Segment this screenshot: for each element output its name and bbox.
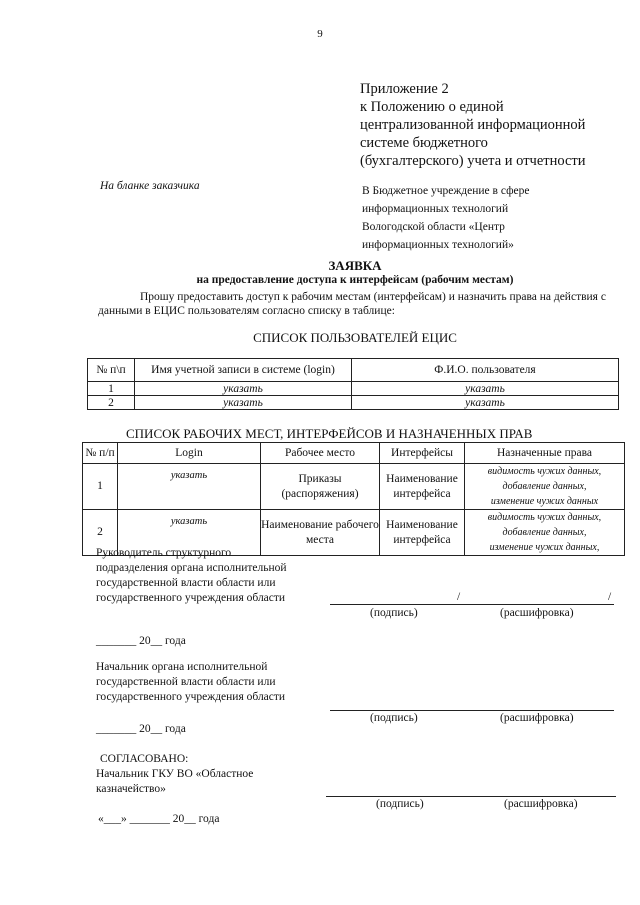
signer-title-line: Начальник ГКУ ВО «Областное — [96, 768, 254, 780]
signer-title-line: казначейство» — [96, 783, 166, 795]
slash-separator: / — [608, 591, 612, 603]
request-title: ЗАЯВКА — [328, 258, 382, 273]
table-cell: 2 — [83, 510, 118, 556]
signer-title-line: подразделения органа исполнительной — [96, 562, 287, 574]
slash-separator: / — [457, 591, 461, 603]
appendix-heading — [360, 80, 586, 170]
table-cell: Наименование интерфейса — [380, 510, 465, 556]
table-row — [83, 464, 625, 510]
table-cell: указать — [135, 396, 352, 410]
column-header: Имя учетной записи в системе (login) — [135, 359, 352, 382]
table-cell: Приказы (распоряжения) — [261, 464, 380, 510]
date-line: _______ 20__ года — [96, 723, 186, 735]
table-row — [88, 396, 619, 410]
table-cell: указать — [118, 510, 261, 556]
table-cell: 1 — [83, 464, 118, 510]
rights-cell — [465, 464, 625, 510]
signer-title-line: Руководитель структурного — [96, 547, 232, 559]
column-header: № п\п — [88, 359, 135, 382]
signature-block-director — [96, 660, 285, 705]
workplaces-list-title: СПИСОК РАБОЧИХ МЕСТ, ИНТЕРФЕЙСОВ И НАЗНАЧЕННЫХ ПРАВ — [126, 426, 533, 441]
signer-title-line: государственного учреждения области — [96, 592, 286, 604]
rights-line: видимость чужих данных, — [487, 512, 602, 523]
signer-title-line: государственной власти области или — [96, 676, 276, 688]
appendix-line: Приложение 2 — [360, 81, 449, 97]
addressee-line: информационных технологий» — [362, 239, 514, 251]
addressee-block — [362, 182, 530, 254]
caption-signature: (подпись) — [376, 798, 424, 810]
table-header-row — [88, 359, 619, 382]
rights-line: изменение чужих данных, — [489, 542, 600, 553]
column-header: Ф.И.О. пользователя — [352, 359, 619, 382]
column-header: Интерфейсы — [380, 443, 465, 464]
caption-signature: (подпись) — [370, 712, 418, 724]
request-body: Прошу предоставить доступ к рабочим местам (интерфейсам) и назначить права на действия с данными в ЕЦИС пользователям согласно списку в таблице: — [98, 291, 606, 317]
on-blank-note: На бланке заказчика — [100, 180, 200, 192]
agreed-label: СОГЛАСОВАНО: — [100, 753, 189, 765]
rights-line: видимость чужих данных, — [487, 466, 602, 477]
addressee-line: Вологодской области «Центр — [362, 221, 505, 233]
addressee-line: информационных технологий — [362, 203, 509, 215]
signature-line — [330, 604, 614, 605]
table-cell: Наименование рабочего места — [261, 510, 380, 556]
date-line: _______ 20__ года — [96, 635, 186, 647]
column-header: Рабочее место — [261, 443, 380, 464]
page-number: 9 — [317, 28, 323, 40]
table-cell: 2 — [88, 396, 135, 410]
caption-decode: (расшифровка) — [500, 712, 574, 724]
workplaces-table — [82, 442, 625, 556]
column-header: Login — [118, 443, 261, 464]
date-line: «___» _______ 20__ года — [98, 813, 220, 825]
rights-line: добавление данных, — [502, 527, 587, 538]
table-cell: указать — [352, 382, 619, 396]
table-row — [88, 382, 619, 396]
caption-decode: (расшифровка) — [500, 607, 574, 619]
column-header: № п/п — [83, 443, 118, 464]
signer-title-line: государственной власти области или — [96, 577, 276, 589]
caption-decode: (расшифровка) — [504, 798, 578, 810]
request-subtitle: на предоставление доступа к интерфейсам (рабочим местам) — [196, 274, 514, 286]
signer-title-line: государственного учреждения области — [96, 691, 286, 703]
table-cell: указать — [352, 396, 619, 410]
table-cell: 1 — [88, 382, 135, 396]
addressee-line: В Бюджетное учреждение в сфере — [362, 185, 530, 197]
column-header: Назначенные права — [465, 443, 625, 464]
signature-block-treasury — [96, 767, 253, 797]
table-cell: указать — [135, 382, 352, 396]
table-cell: Наименование интерфейса — [380, 464, 465, 510]
appendix-line: централизованной информационной — [360, 117, 586, 133]
table-header-row — [83, 443, 625, 464]
caption-signature: (подпись) — [370, 607, 418, 619]
users-table — [87, 358, 619, 410]
signer-title-line: Начальник органа исполнительной — [96, 661, 268, 673]
signature-line — [326, 796, 616, 797]
signature-line — [330, 710, 614, 711]
appendix-line: к Положению о единой — [360, 99, 504, 115]
appendix-line: (бухгалтерского) учета и отчетности — [360, 153, 586, 169]
table-cell: указать — [118, 464, 261, 510]
signature-block-head — [96, 546, 287, 606]
users-list-title: СПИСОК ПОЛЬЗОВАТЕЛЕЙ ЕЦИС — [253, 330, 457, 345]
rights-line: добавление данных, — [502, 481, 587, 492]
rights-cell — [465, 510, 625, 556]
appendix-line: системе бюджетного — [360, 135, 488, 151]
rights-line: изменение чужих данных — [490, 496, 599, 507]
